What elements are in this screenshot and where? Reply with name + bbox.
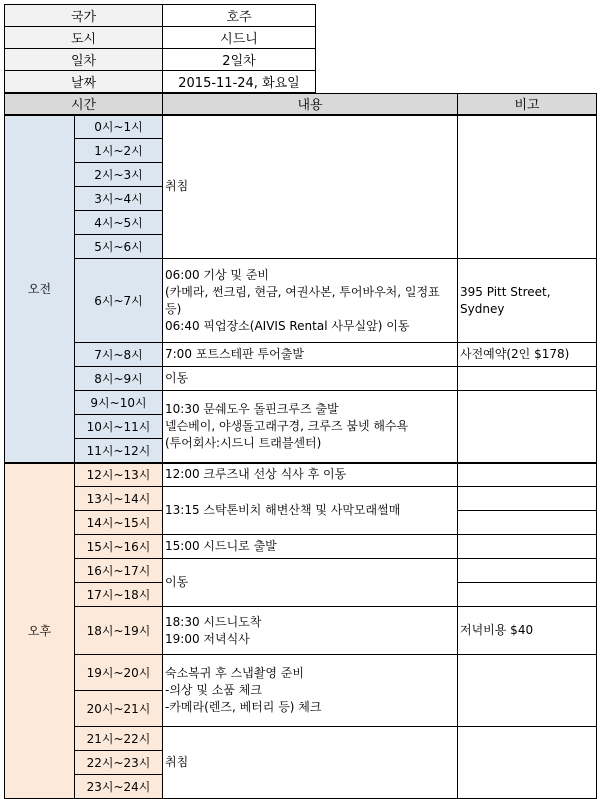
content-text: 19:00 저녁식사 xyxy=(165,631,250,646)
header-content: 내용 xyxy=(163,94,458,115)
content-text: 15:00 시드니로 출발 xyxy=(165,539,277,553)
note-cell xyxy=(458,655,597,727)
note-cell xyxy=(458,511,597,535)
header-notes: 비고 xyxy=(458,94,597,115)
table-row xyxy=(5,559,597,583)
content-text: 넬슨베이, 야생돌고래구경, 크루즈 붐넷 해수욕 xyxy=(165,418,409,433)
table-row xyxy=(5,367,597,391)
time-slot: 8시~9시 xyxy=(75,367,163,391)
time-slot: 13시~14시 xyxy=(75,487,163,511)
time-slot: 16시~17시 xyxy=(75,559,163,583)
table-row xyxy=(5,607,597,655)
content-text: -의상 및 소품 체크 xyxy=(165,683,262,697)
schedule-table xyxy=(4,93,597,799)
content-cell xyxy=(163,463,458,487)
content-cell xyxy=(163,727,458,799)
info-row-date xyxy=(5,71,316,93)
table-row xyxy=(5,115,597,139)
note-cell xyxy=(458,343,597,367)
content-text: 06:40 픽업장소(AIVIS Rental 사무실앞) 이동 xyxy=(165,318,410,333)
content-text: (카메라, 썬크림, 현금, 여권사본, 투어바우처, 일정표등) xyxy=(165,284,440,316)
content-text: -카메라(렌즈, 베터리 등) 체크 xyxy=(165,700,322,714)
content-text: 취침 xyxy=(165,755,189,769)
content-text: 06:00 기상 및 준비 xyxy=(165,267,269,282)
time-slot: 23시~24시 xyxy=(75,775,163,799)
table-row xyxy=(5,727,597,751)
time-slot: 5시~6시 xyxy=(75,235,163,259)
period-am: 오전 xyxy=(5,115,75,463)
info-row-country xyxy=(5,5,316,27)
time-slot: 14시~15시 xyxy=(75,511,163,535)
note-cell xyxy=(458,535,597,559)
note-cell xyxy=(458,559,597,583)
table-row xyxy=(5,463,597,487)
note-cell xyxy=(458,391,597,463)
time-slot: 6시~7시 xyxy=(75,259,163,343)
city-value: 시드니 xyxy=(163,27,316,49)
date-label: 날짜 xyxy=(5,71,163,93)
time-slot: 21시~22시 xyxy=(75,727,163,751)
content-text: 숙소복귀 후 스냅촬영 준비 xyxy=(165,666,304,680)
note-cell xyxy=(458,607,597,655)
content-cell xyxy=(163,115,458,259)
header-time: 시간 xyxy=(5,94,163,115)
time-slot: 9시~10시 xyxy=(75,391,163,415)
content-cell xyxy=(163,367,458,391)
content-text: 이동 xyxy=(165,371,189,385)
content-text: 18:30 시드니도착 xyxy=(165,614,262,629)
time-slot: 15시~16시 xyxy=(75,535,163,559)
table-row xyxy=(5,343,597,367)
table-row xyxy=(5,535,597,559)
content-cell xyxy=(163,391,458,463)
date-value: 2015-11-24, 화요일 xyxy=(163,71,316,93)
table-row xyxy=(5,655,597,691)
time-slot: 10시~11시 xyxy=(75,415,163,439)
day-value: 2일차 xyxy=(163,49,316,71)
time-slot: 4시~5시 xyxy=(75,211,163,235)
note-cell xyxy=(458,463,597,487)
time-slot: 17시~18시 xyxy=(75,583,163,607)
time-slot: 0시~1시 xyxy=(75,115,163,139)
time-slot: 2시~3시 xyxy=(75,163,163,187)
time-slot: 12시~13시 xyxy=(75,463,163,487)
period-pm: 오후 xyxy=(5,463,75,799)
note-cell xyxy=(458,259,597,343)
note-cell xyxy=(458,727,597,799)
note-cell xyxy=(458,115,597,259)
city-label: 도시 xyxy=(5,27,163,49)
note-cell xyxy=(458,583,597,607)
time-slot: 22시~23시 xyxy=(75,751,163,775)
content-cell xyxy=(163,535,458,559)
content-cell xyxy=(163,607,458,655)
content-cell xyxy=(163,343,458,367)
content-text: 취침 xyxy=(165,179,189,194)
info-row-city xyxy=(5,27,316,49)
time-slot: 18시~19시 xyxy=(75,607,163,655)
country-label: 국가 xyxy=(5,5,163,27)
content-cell xyxy=(163,259,458,343)
content-text: (투어회사:시드니 트래블센터) xyxy=(165,435,322,450)
note-address: 395 Pitt Street, Sydney xyxy=(460,284,551,316)
time-slot: 11시~12시 xyxy=(75,439,163,463)
country-value: 호주 xyxy=(163,5,316,27)
content-cell xyxy=(163,487,458,535)
content-cell xyxy=(163,559,458,607)
schedule-header-row xyxy=(5,94,597,115)
table-row xyxy=(5,391,597,415)
table-row xyxy=(5,259,597,343)
time-slot: 1시~2시 xyxy=(75,139,163,163)
time-slot: 3시~4시 xyxy=(75,187,163,211)
content-text: 12:00 크루즈내 선상 식사 후 이동 xyxy=(165,467,347,482)
time-slot: 19시~20시 xyxy=(75,655,163,691)
note-reservation: 사전예약(2인 $178) xyxy=(460,347,570,361)
info-row-day xyxy=(5,49,316,71)
time-slot: 7시~8시 xyxy=(75,343,163,367)
content-text: 이동 xyxy=(165,575,189,589)
note-cell xyxy=(458,487,597,511)
content-text: 13:15 스탁톤비치 해변산책 및 사막모래썰매 xyxy=(165,503,401,517)
day-label: 일차 xyxy=(5,49,163,71)
content-text: 10:30 문쉐도우 돌핀크루즈 출발 xyxy=(165,401,339,416)
content-cell xyxy=(163,655,458,727)
table-row xyxy=(5,487,597,511)
time-slot: 20시~21시 xyxy=(75,691,163,727)
trip-info-table xyxy=(4,4,316,93)
note-cell xyxy=(458,367,597,391)
content-text: 7:00 포트스테판 투어출발 xyxy=(165,347,304,361)
note-dinner-cost: 저녁비용 $40 xyxy=(460,623,534,637)
